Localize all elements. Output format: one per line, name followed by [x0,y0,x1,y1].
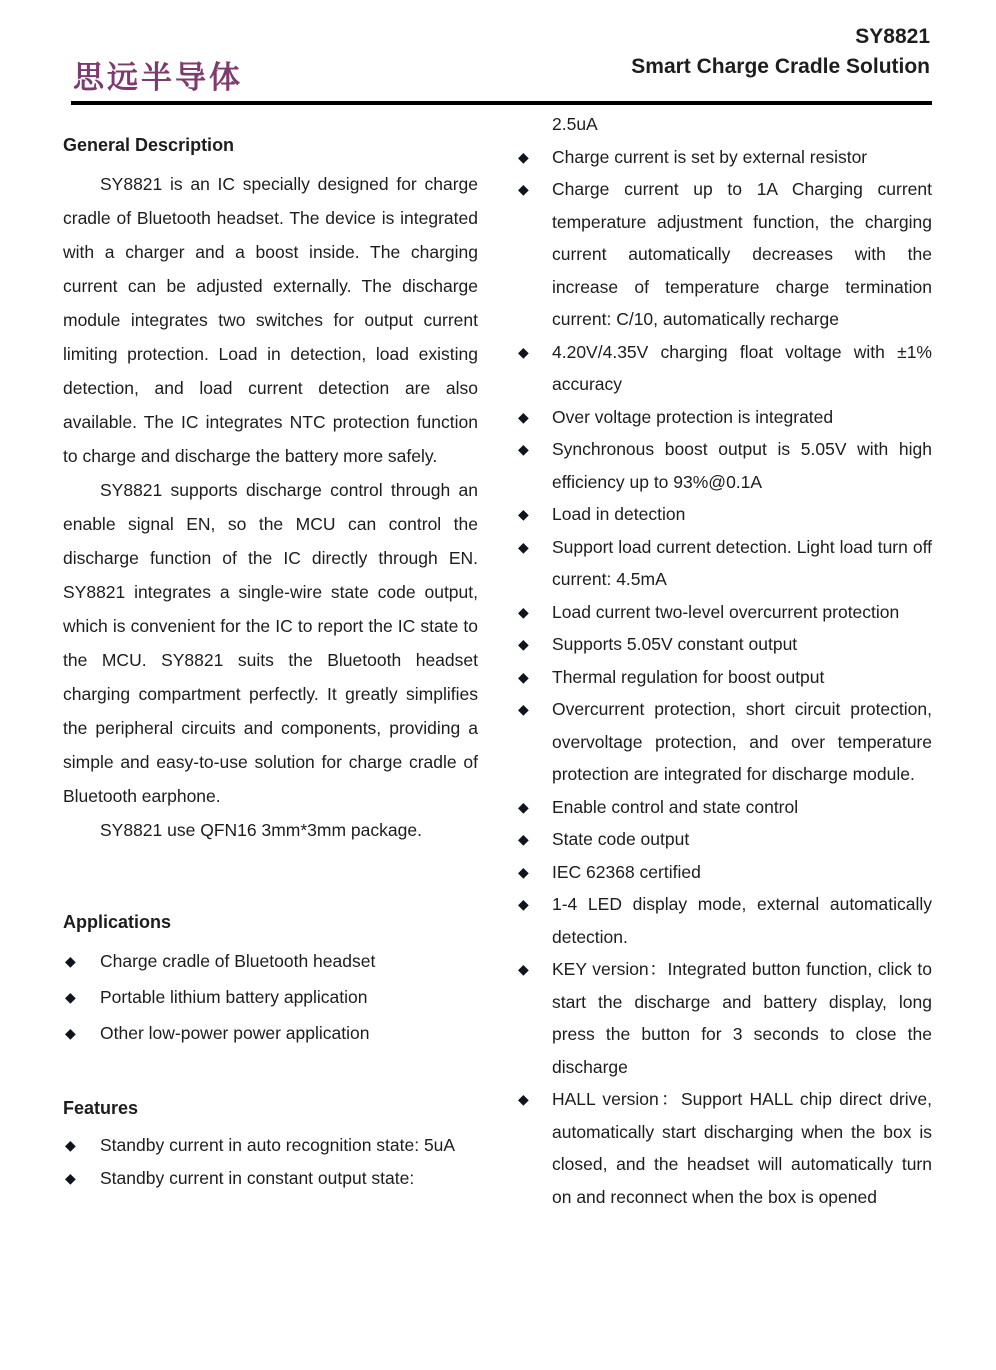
list-item [63,979,478,1015]
diamond-bullet-icon: ◆ [518,1091,529,1107]
diamond-bullet-icon: ◆ [518,798,529,815]
diamond-bullet-icon: ◆ [65,953,76,969]
diamond-bullet-icon: ◆ [65,1170,76,1186]
feature-item-text: Thermal regulation for boost output [552,666,825,687]
header-titles [631,24,930,84]
list-item [518,856,932,889]
general-description-paragraph: SY8821 supports discharge control through an enable signal EN, so the MCU can control the discharge function of the IC directly through EN. SY8821 integrates a single-wire state code output, which is convenient for the IC to report the IC state to the MCU. SY8821 suits the Bluetooth headset charging compartment perfectly. It greatly simplifies the peripheral circuits and components, providing a simple and easy-to-use solution for charge cradle of Bluetooth earphone. [63,480,478,806]
feature-item-text: Supports 5.05V constant output [552,634,798,654]
feature-item-text: Load current two-level overcurrent protection [552,601,900,622]
list-item [63,1129,478,1162]
section-title-general-description: General Description [63,135,235,155]
diamond-bullet-icon: ◆ [518,181,529,197]
company-logo: 思远半导体 [73,60,243,96]
diamond-bullet-icon: ◆ [518,506,529,522]
feature-item-text: HALL version：Support HALL chip direct drive, automatically start discharging when the box is closed, and the headset will automatically turn on and reconnect when the box is opened [552,1089,932,1207]
feature-item-text: 1-4 LED display mode, external automatically detection. [552,894,932,947]
feature-continuation-value: 2.5uA [552,114,598,134]
section-title-features: Features [63,1098,139,1118]
right-column [518,105,932,1213]
diamond-bullet-icon: ◆ [518,343,529,360]
diamond-bullet-icon: ◆ [518,961,529,977]
feature-item-text: State code output [552,829,690,849]
list-item [518,141,932,174]
application-item-text: Portable lithium battery application [100,987,368,1007]
part-number: SY8821 [855,25,930,48]
list-item [518,596,932,629]
diamond-bullet-icon: ◆ [518,863,529,880]
feature-item-text: Synchronous boost output is 5.05V with high efficiency up to 93%@0.1A [552,439,932,492]
features-list-right [518,141,932,1214]
diamond-bullet-icon: ◆ [518,668,529,685]
diamond-bullet-icon: ◆ [518,603,529,620]
feature-item-text: Enable control and state control [552,796,799,817]
list-item [518,401,932,434]
feature-item-text: IEC 62368 certified [552,861,701,882]
feature-item-text: Over voltage protection is integrated [552,406,834,427]
list-item [518,823,932,856]
diamond-bullet-icon: ◆ [518,636,529,652]
diamond-bullet-icon: ◆ [65,1025,76,1041]
list-item [518,498,932,531]
application-item-text: Other low-power power application [100,1023,370,1043]
general-description-paragraph: SY8821 use QFN16 3mm*3mm package. [100,820,422,840]
diamond-bullet-icon: ◆ [518,701,529,717]
diamond-bullet-icon: ◆ [518,148,529,165]
list-item [518,1083,932,1213]
feature-item-text: Standby current in auto recognition state: 5uA [100,1135,456,1155]
list-item [518,531,932,596]
list-item [63,1015,478,1051]
feature-item-text: Standby current in constant output state: [100,1168,415,1188]
list-item [518,791,932,824]
list-item [518,888,932,953]
feature-item-text: Support load current detection. Light load turn off current: 4.5mA [552,536,932,589]
diamond-bullet-icon: ◆ [65,1137,76,1153]
page-header [63,0,932,101]
list-item [63,1162,478,1195]
list-item [518,433,932,498]
diamond-bullet-icon: ◆ [518,831,529,847]
list-item [518,953,932,1083]
list-item [63,943,478,979]
diamond-bullet-icon: ◆ [518,408,529,425]
list-item [518,693,932,791]
list-item [518,173,932,336]
diamond-bullet-icon: ◆ [65,989,76,1005]
diamond-bullet-icon: ◆ [518,538,529,555]
feature-item-text: Charge current up to 1A Charging current temperature adjustment function, the charging current automatically decreases with the increase of temperature charge termination current: C/10, automatically recharge [552,179,932,329]
list-item [518,661,932,694]
feature-item-text: Overcurrent protection, short circuit protection, overvoltage protection, and over temperature protection are integrated for discharge module. [552,699,932,784]
feature-item-text: KEY version：Integrated button function, click to start the discharge and battery display, long press the button for 3 seconds to close the discharge [552,959,932,1077]
left-column [63,105,478,1195]
general-description-paragraph: SY8821 is an IC specially designed for charge cradle of Bluetooth headset. The device is integrated with a charger and a boost inside. The charging current can be adjusted externally. The discharge module integrates two switches for output current limiting protection. Load in detection, load existing detection, and load current detection are also available. The IC integrates NTC protection function to charge and discharge the battery more safely. [63,174,478,466]
feature-item-text: Charge current is set by external resistor [552,146,868,167]
diamond-bullet-icon: ◆ [518,896,529,912]
features-list-left [63,1129,478,1195]
feature-item-text: Load in detection [552,504,686,524]
list-item [518,628,932,661]
document-body [63,105,932,1213]
document-title: Smart Charge Cradle Solution [631,55,930,79]
list-item [518,336,932,401]
section-title-applications: Applications [63,912,172,932]
diamond-bullet-icon: ◆ [518,441,529,457]
application-item-text: Charge cradle of Bluetooth headset [100,951,376,971]
applications-list [63,943,478,1051]
feature-item-text: 4.20V/4.35V charging float voltage with ±1% accuracy [552,341,932,394]
